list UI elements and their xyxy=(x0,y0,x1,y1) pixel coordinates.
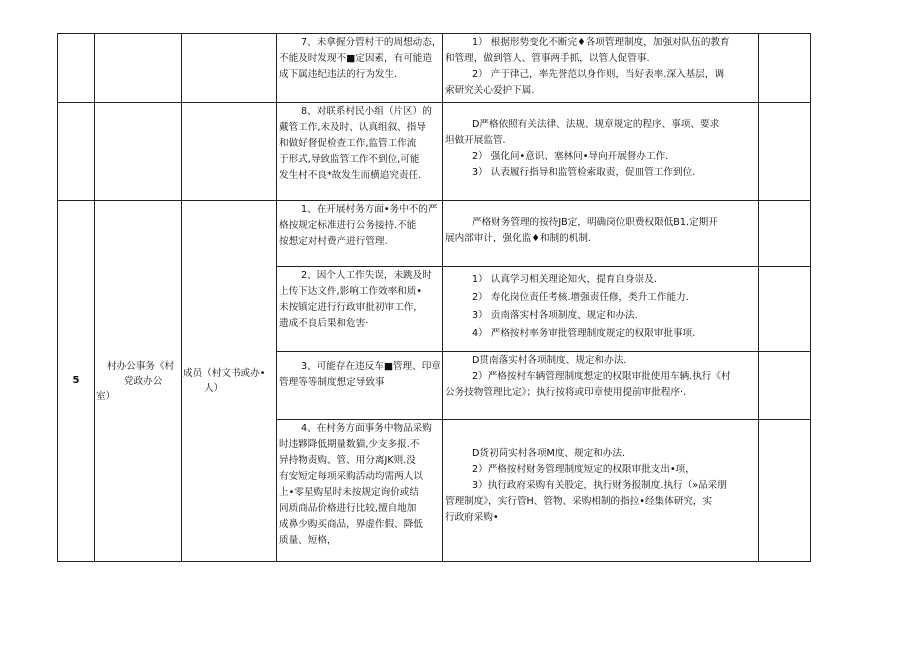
risk-text: 质量、短格， xyxy=(279,535,337,546)
risk-text: 时违夥降低期量数猫,少支多报.不 xyxy=(279,439,420,450)
risk-cell xyxy=(277,34,443,103)
measure-cell xyxy=(443,352,759,420)
department-text: 党政办公 xyxy=(124,375,163,387)
risk-text: 于形式,导致监管工作不到位,可能 xyxy=(279,154,420,165)
risk-text: 上传下达文件,影响工作效率和质• xyxy=(279,286,423,297)
risk-text: 遗成不良后果和危害· xyxy=(279,318,369,329)
note-cell xyxy=(759,201,811,267)
department-cell xyxy=(95,103,182,201)
role-cell xyxy=(182,34,277,103)
measure-text: 严格财务管理的按待JB定，明确岗位职费权限低B1.定期开 xyxy=(472,217,718,228)
risk-text: 未按镇定进行行政审批初审工作， xyxy=(279,302,423,313)
risk-text: 2、因个人工作失误，未跳及时 xyxy=(301,270,432,281)
measure-cell xyxy=(443,420,759,562)
risk-cell xyxy=(277,267,443,352)
risk-text: 同质商品价格进行比较,擅自地加 xyxy=(279,503,417,514)
role-text: 成员（村文书或办• xyxy=(183,368,266,379)
measure-text: 索研究关心爱护下属. xyxy=(445,85,535,96)
risk-text: 格按规定标准进行公务接持.不能 xyxy=(279,220,417,231)
risk-text: 有安短定每项采购活动均需两人以 xyxy=(279,471,423,482)
risk-text: 按想定对村费产进行管理. xyxy=(279,236,388,247)
risk-text: 4、在村务方面事务中物品采购 xyxy=(301,423,432,434)
role-cell xyxy=(182,103,277,201)
risk-control-table xyxy=(57,33,811,562)
measure-text: D贯南落实村各项制度、规定和办法. xyxy=(472,355,627,366)
risk-text: 和做好督促检查工作,监管工作流 xyxy=(279,138,417,149)
measure-text: 行政府采购• xyxy=(445,512,499,523)
risk-text: 管理等等制度想定导致事 xyxy=(279,377,385,388)
note-cell xyxy=(759,34,811,103)
measure-cell xyxy=(443,34,759,103)
note-cell xyxy=(759,103,811,201)
measure-text: 2）严格按村车辆管理制度想定的权限审批使用车辆.执行《村 xyxy=(472,371,731,382)
item-number-cell xyxy=(58,201,95,562)
risk-text: 7、未拿握分管村干的周想动态， xyxy=(301,37,441,48)
measure-text: D严格依照有关法律、法规、规章规定的程序、事项、要求 xyxy=(472,119,720,130)
note-cell xyxy=(759,267,811,352)
measure-text: 管理制度》，实行管H、管物、采购相制的指拉•经集体研究，实 xyxy=(445,496,713,507)
department-cell xyxy=(95,201,182,562)
risk-text: 异持物责购、管、用分离JK则.没 xyxy=(279,455,416,466)
role-cell xyxy=(182,201,277,562)
risk-text: 戴管工作,未及时、认真组叙、指导 xyxy=(279,122,426,133)
measure-text: 2） 产于律己，率先誉范以身作则，当好表率.深入基层，调 xyxy=(472,69,725,80)
risk-text: 发生村不良*故发生而横追究责任. xyxy=(279,170,422,181)
department-text: 室） xyxy=(96,390,116,402)
risk-cell xyxy=(277,103,443,201)
role-text: 人） xyxy=(204,383,224,394)
measure-cell xyxy=(443,267,759,352)
risk-cell xyxy=(277,201,443,267)
risk-text: 成鼻少购买商品，界虚作假、降低 xyxy=(279,519,423,530)
table-row xyxy=(58,201,811,267)
number-cell xyxy=(58,34,95,103)
measure-text: 1） 认真学习相关理论知火，提育自身崇及. xyxy=(472,274,657,285)
department-cell xyxy=(95,34,182,103)
risk-cell xyxy=(277,420,443,562)
measure-text: 3）执行政府采购有关股定，执行财务报制度.执行（»品采朋 xyxy=(472,480,727,491)
measure-text: 4） 严格按村率务审批管理制度规定的权限审批事项. xyxy=(472,328,696,339)
risk-cell xyxy=(277,352,443,420)
measure-cell xyxy=(443,103,759,201)
measure-text: 展内部审计，强化监♦和制的机制. xyxy=(445,233,591,244)
measure-text: 3） 认表履行指导和监管检索取责，促皿管工作到位. xyxy=(472,167,696,178)
risk-text: 8、对联系村民小组（片区）的 xyxy=(301,106,432,117)
measure-text: 1） 根据形势变化不断完♦各项管理制度，加强对队伍的教育 xyxy=(472,37,730,48)
measure-text: 2） 寿化岗位责任考核.增强责任修，类升工作能力. xyxy=(472,292,689,303)
department-text: 村办公事务《村 xyxy=(107,360,175,372)
measure-text: 公务技物管理比定》；执行按将或印章使用提前审批程序·. xyxy=(445,387,687,398)
measure-text: 2）严格按村财务管理制度短定的权限审批支出•项， xyxy=(472,464,695,475)
table-row xyxy=(58,34,811,103)
measure-cell xyxy=(443,201,759,267)
risk-text: 3、可能存在违反车■管理、印章 xyxy=(301,361,441,372)
note-cell xyxy=(759,352,811,420)
note-cell xyxy=(759,420,811,562)
risk-text: 成下属违纪违法的行为发生. xyxy=(279,69,398,80)
measure-text: 2） 强化问•意识、塞林问•导向开展督办工作. xyxy=(472,151,669,162)
item-number: 5 xyxy=(72,375,80,386)
measure-text: 坦做开展监管. xyxy=(445,135,506,146)
measure-text: 3） 贡南落实村各项制度、规定和办法. xyxy=(472,310,638,321)
measure-text: 和管理，做到管人、管事两手抓，以管人促管事. xyxy=(445,53,650,64)
table-row xyxy=(58,103,811,201)
risk-text: 上•零星购星时未按规定询价或结 xyxy=(279,487,419,498)
measure-text: D货初苘实村各项M度、规定和办法. xyxy=(472,448,626,459)
risk-text: 1、在开展村务方面•务中不的严 xyxy=(301,204,438,215)
number-cell xyxy=(58,103,95,201)
risk-text: 不能及时发现不■定因素，有可能造 xyxy=(279,53,432,64)
